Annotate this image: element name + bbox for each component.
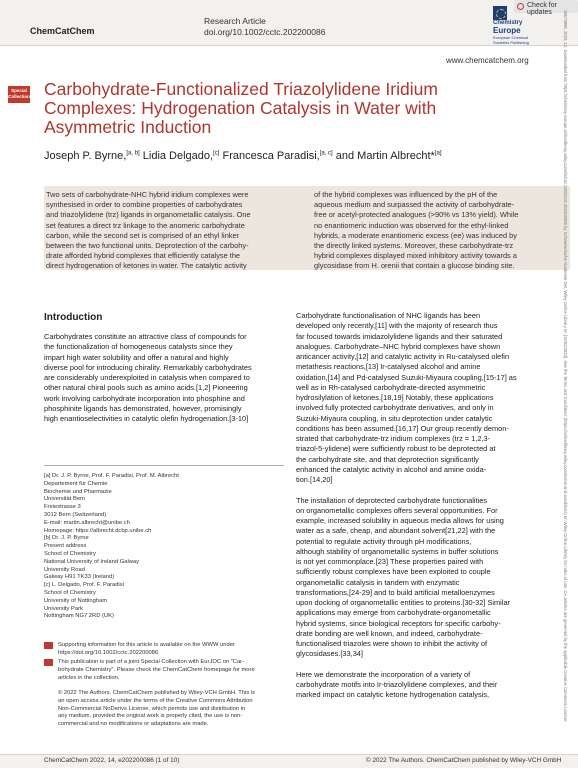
- affiliation-line: 3012 Bern (Switzerland): [44, 511, 107, 518]
- abstract-line: Two sets of carbohydrate-NHC hybrid iridium complexes were: [46, 190, 249, 199]
- body-line: far focused towards imidazolylidene ligands and their saturated: [296, 331, 503, 341]
- abstract-line: hybrids, a moderate enantiomeric excess (ee) was induced by: [314, 230, 517, 240]
- body-line: drate bonding are well known, and indeed, carbohydrate-: [296, 628, 483, 638]
- note-line: © 2022 The Authors. ChemCatChem published by Wiley-VCH GmbH. This is: [58, 690, 256, 696]
- article-title: [44, 80, 524, 137]
- journal-website[interactable]: www.chemcatchem.org: [446, 56, 529, 65]
- affiliation-line: Nottingham NG7 2RD (UK): [44, 613, 114, 620]
- body-line: example, increased solubility in aqueous media allows for using: [296, 516, 504, 525]
- body-line: high enantioselectivities in catalytic olefin hydrogenation.[3-10]: [44, 414, 249, 423]
- badge-line-1: Special: [11, 88, 27, 93]
- body-line: The installation of deprotected carbohydrate functionalities: [296, 495, 488, 505]
- affiliation-line: Present address: [44, 543, 87, 550]
- note-line: commercial and no modifications or adaptations are made.: [58, 721, 209, 728]
- body-line: tion.[14,20]: [296, 475, 333, 484]
- body-line: anticancer activity,[12] and catalytic activity in Ru-catalysed olefin: [296, 352, 510, 361]
- body-line: Suzuki-Miyaura coupling, in situ deprotection under catalytic: [296, 413, 493, 423]
- affiliation-line: Departement für Chemie: [44, 480, 108, 487]
- body-line: Carbohydrate functionalisation of NHC ligands has been: [296, 311, 481, 320]
- collection-icon: [44, 659, 53, 666]
- author-name: Joseph P. Byrne,: [44, 150, 127, 162]
- author-affil: [a, c]: [319, 150, 333, 157]
- body-line: water as a safe, cheap, and abundant solvent[21,22] with the: [296, 526, 496, 536]
- body-line: carbohydrate motifs into Ir-triazolylidene complexes, and their: [296, 680, 498, 689]
- abstract-box: [44, 186, 570, 270]
- affiliation-line: University Road: [44, 566, 85, 573]
- body-line: organometallic catalysis in tandem with enzymatic: [296, 577, 460, 587]
- affiliation-line: National University of Ireland Galway: [44, 558, 140, 565]
- abstract-line: aqueous medium and surpassed the activity of carbohydrate-: [314, 200, 515, 210]
- eu-flag-icon: [493, 6, 507, 20]
- body-line: metathesis reactions,[13] Ir-catalysed alcohol and amine: [296, 362, 481, 372]
- body-line: impart high water solubility and offer a natural and highly: [44, 352, 229, 362]
- body-line: are considerably underexploited in catalysis when compared to: [44, 373, 250, 382]
- check-updates-label: Check for updates: [527, 2, 557, 16]
- body-line: well as in Rh-catalysed carbohydrate-directed asymmetric: [296, 382, 486, 392]
- note-line: bohydrate Chemistry". Please check the ChemCatChem homepage for more: [58, 666, 255, 673]
- note-line: Non-Commercial NoDerivs License, which permits use and distribution in: [58, 705, 246, 712]
- body-line: the carbohydrate site, and that deprotection significantly: [296, 454, 479, 464]
- author-name: Lidia Delgado,: [139, 150, 214, 162]
- section-heading: Introduction: [44, 312, 103, 323]
- badge-line-2: Collection: [8, 94, 30, 99]
- body-line: transformations,[24-29] and to build artificial metalloenzymes: [296, 587, 495, 597]
- affiliation-line: Freiestrasse 3: [44, 504, 81, 511]
- body-line: [296, 485, 517, 495]
- body-left-column: [44, 332, 252, 424]
- logo-sub-text: European Chemical: [493, 35, 529, 40]
- body-line: enhanced the catalytic activity in alcohol and amine oxida-: [296, 464, 487, 474]
- affiliation-line: Biochemie und Pharmazie: [44, 488, 112, 495]
- body-line: applications may emerge from carbohydrate-organometallic: [296, 608, 491, 618]
- body-line: hybrid systems, since biological receptors for specific carbohy-: [296, 618, 501, 628]
- author-affil: [a]: [434, 150, 442, 157]
- body-line: sufficiently robust complexes have been exploited to couple: [296, 567, 491, 577]
- title-line: Complexes: Hydrogenation Catalysis in Water with: [44, 98, 437, 118]
- note-line: Supporting information for this article is available on the WWW under: [58, 642, 235, 648]
- abstract-line: direct hydrogenation of ketones in water. The catalytic activity: [46, 261, 247, 271]
- affiliation-line: [b] Dr. J. P. Byrne: [44, 535, 89, 542]
- affiliation-line: Galway H91 TK33 (Ireland): [44, 574, 115, 581]
- page-footer: [0, 754, 578, 768]
- abstract-line: the directly linked systems. Moreover, these carbohydrate-trz: [314, 241, 514, 251]
- body-line: upon docking of organometallic entities to proteins.[30-32] Similar: [296, 598, 511, 607]
- check-updates-button[interactable]: [514, 0, 578, 16]
- abstract-line: no enantiomeric induction was observed for the ethyl-linked: [314, 220, 509, 230]
- logo-top-text: Chemistry: [493, 20, 523, 26]
- logo-sub-text-2: Societies Publishing: [493, 40, 529, 45]
- author-affil: [a, b]: [126, 150, 140, 157]
- abstract-line: carbon, while the second set is comprised of an ethyl linker: [46, 230, 240, 240]
- body-line: glycosidases.[33,34]: [296, 649, 363, 659]
- abstract-line: and triazolylidene (trz) ligands in organometallic catalysis. One: [46, 210, 251, 220]
- note-line: an open access article under the terms of the Creative Commons Attribution: [58, 697, 253, 704]
- body-line: involved fully protected carbohydrate derivatives, and only in: [296, 403, 494, 413]
- author-name: and Martin Albrecht*: [332, 150, 435, 162]
- body-line: diverse pool for introducing chirality. Remarkably carbohydrates: [44, 362, 252, 372]
- abstract-right-column: [314, 190, 562, 272]
- body-line: although stability of organometallic systems in buffer solutions: [296, 546, 499, 556]
- body-line: marked impact on catalytic ketone hydrogenation catalysis,: [296, 690, 490, 700]
- body-line: triazol-5-ylidene) were sufficiently robust to be deprotected at: [296, 444, 496, 454]
- footer-copyright: © 2022 The Authors. ChemCatChem published by Wiley-VCH GmbH: [366, 757, 562, 764]
- article-type: Research Article: [204, 16, 266, 26]
- body-line: potential to regulate activity through pH modifications,: [296, 536, 472, 546]
- affiliation-line: [c] L. Delgado, Prof. F. Paradisi: [44, 582, 124, 589]
- license-text: [58, 690, 255, 729]
- update-icon: [517, 3, 524, 10]
- affiliation-line: University of Nottingham: [44, 597, 108, 604]
- note-line: https://doi.org/10.1002/cctc.202200086: [58, 649, 159, 656]
- body-line: Here we demonstrate the incorporation of a variety of: [296, 669, 471, 679]
- body-line: functionalised triazoles were shown to inhibit the activity of: [296, 639, 488, 648]
- body-line: Carbohydrates constitute an attractive class of compounds for: [44, 332, 247, 341]
- title-line: Carbohydrate-Functionalized Triazolylidene Iridium: [44, 79, 438, 99]
- affiliation-line: Homepage: https://albrecht.dcbp.unibe.ch: [44, 527, 152, 534]
- affiliations: [44, 473, 179, 621]
- author-affil: [c]: [213, 150, 220, 157]
- special-collection-badge: [8, 86, 30, 103]
- abstract-left-column: [46, 190, 294, 272]
- body-right-column: [296, 311, 517, 701]
- body-line: strated that carbohydrate-trz iridium complexes (trz = 1,2,3-: [296, 434, 491, 443]
- abstract-line: hybrid complexes displayed mixed inhibitory activity towards a: [314, 251, 517, 261]
- abstract-line: of the hybrid complexes was influenced by the pH of the: [314, 190, 498, 199]
- body-line: developed only recently,[11] with the majority of research thus: [296, 321, 498, 331]
- affiliation-line: E-mail: martin.albrecht@unibe.ch: [44, 519, 130, 526]
- affiliation-line: School of Chemistry: [44, 589, 96, 596]
- note-line: This publication is part of a joint Special Collection with EurJOC on "Car-: [58, 659, 245, 665]
- collection-text: [58, 659, 255, 682]
- body-line: hydrosilylation of ketones.[18,19] Notably, these applications: [296, 393, 494, 402]
- title-line: Asymmetric Induction: [44, 117, 212, 137]
- affiliation-line: Universität Bern: [44, 496, 86, 503]
- abstract-line: between the two functional units. Deprotection of the carbohy-: [46, 241, 249, 251]
- body-line: conditions has been assumed.[16,17] Our group recently demon-: [296, 423, 509, 433]
- body-line: work involving carbohydrate incorporation into phosphine and: [44, 393, 245, 403]
- author-name: Francesca Paradisi,: [219, 150, 320, 162]
- journal-name: ChemCatChem: [30, 26, 95, 36]
- abstract-line: set features a direct trz linkage to the anomeric carbohydrate: [46, 220, 245, 230]
- abstract-line: drate afforded hybrid complexes that efficiently catalyse the: [46, 251, 241, 261]
- body-line: the functionalization of homogeneous catalysts since they: [44, 342, 233, 352]
- body-line: other natural chiral pools such as amino acids.[1,2] Pioneering: [44, 383, 248, 393]
- abstract-line: glycosidase from H. orenii that contain a glucose binding site.: [314, 261, 515, 271]
- note-line: articles in the collection.: [58, 674, 120, 681]
- header-bar: [0, 0, 578, 46]
- abstract-line: free or acetyl-protected analogues (>90% vs 13% yield). While: [314, 210, 519, 220]
- logo-main-text: Europe: [493, 26, 521, 35]
- footnote-divider: [44, 465, 284, 466]
- abstract-line: synthesised in order to combine properties of carbohydrates: [46, 200, 243, 210]
- body-line: [296, 660, 517, 670]
- body-line: on organometallic complexes offers several opportunities. For: [296, 505, 498, 515]
- body-line: phosphinite ligands has demonstrated, however, promisingly: [44, 403, 242, 413]
- download-sidebar-text: 18673899, 2022, 12, Downloaded from https://chemistry-europe.onlinelibrary.wiley.com/doi/10.1002/cctc.202200086 by Schweizerische Akademie Der, Wiley Online Library on [16/02/2023]. See the Terms and Conditions (https://onlinelibrary.wiley.com/terms-and-conditions) on Wiley Online Library for rules of use; OA articles are governed by the applicable Creative Commons License: [563, 10, 568, 722]
- affiliation-line: School of Chemistry: [44, 550, 96, 557]
- body-line: analogues. Carbohydrate–NHC hybrid complexes have shown: [296, 341, 501, 351]
- body-line: is not yet commonplace.[23] These properties paired with: [296, 557, 484, 566]
- affiliation-line: University Park: [44, 605, 83, 612]
- body-line: oxidation,[14] and Pd-catalysed Suzuki-Miyaura coupling,[15-17] as: [296, 372, 517, 382]
- author-list: [44, 150, 442, 162]
- supporting-info-text[interactable]: [58, 642, 235, 658]
- affiliation-line: [a] Dr. J. P. Byrne, Prof. F. Paradisi, Prof. M. Albrecht: [44, 473, 179, 479]
- document-icon: [44, 642, 53, 649]
- footer-citation: ChemCatChem 2022, 14, e202200086 (1 of 10): [44, 757, 180, 764]
- note-line: any medium, provided the original work is properly cited, the use is non-: [58, 713, 243, 720]
- doi-link[interactable]: doi.org/10.1002/cctc.202200086: [204, 27, 326, 37]
